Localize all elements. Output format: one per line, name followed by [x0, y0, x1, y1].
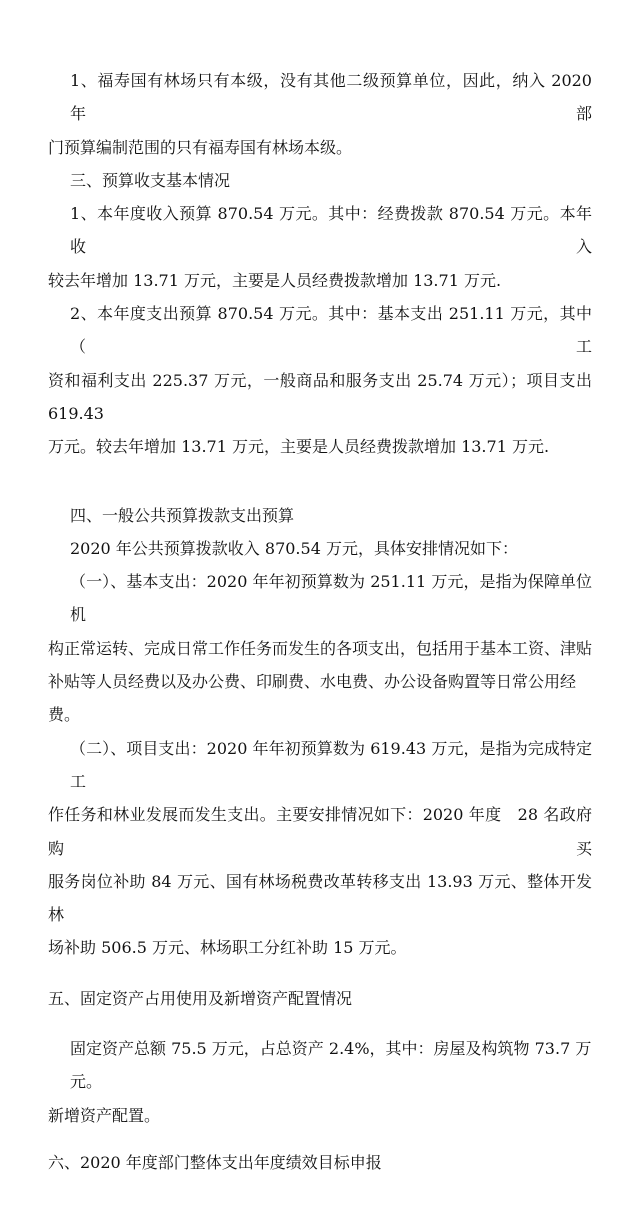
paragraph-line: 补贴等人员经费以及办公费、印刷费、水电费、办公设备购置等日常公用经费。 [48, 672, 577, 725]
paragraph-line: 服务岗位补助 84 万元、国有林场税费改革转移支出 13.93 万元、整体开发林 [48, 871, 592, 925]
paragraph-line: 场补助 506.5 万元、林场职工分红补助 15 万元。 [48, 938, 407, 958]
paragraph-line: 万元。较去年增加 13.71 万元，主要是人员经费拨款增加 13.71 万元. [48, 437, 550, 457]
paragraph-line: （二）、项目支出：2020 年年初预算数为 619.43 万元，是指为完成特定工 [70, 738, 592, 791]
paragraph-line: 1、福寿国有林场只有本级，没有其他二级预算单位，因此，纳入 2020 年部 [70, 71, 592, 124]
paragraph-line: 构正常运转、完成日常工作任务而发生的各项支出，包括用于基本工资、津贴 [48, 638, 593, 658]
section-heading: 六、2020 年度部门整体支出年度绩效目标申报 [48, 1152, 382, 1172]
paragraph-line: 1、本年度收入预算 870.54 万元。其中：经费拨款 870.54 万元。本年收入 [70, 204, 592, 257]
paragraph-line: 固定资产总额 75.5 万元，占总资产 2.4%，其中：房屋及构筑物 73.7 万元。 [70, 1039, 592, 1092]
section-heading: 五、固定资产占用使用及新增资产配置情况 [48, 988, 353, 1008]
paragraph-line: 作任务和林业发展而发生支出。主要安排情况如下：2020 年度 28 名政府购买 [48, 805, 592, 858]
paragraph-line: 2、本年度支出预算 870.54 万元。其中：基本支出 251.11 万元，其中（工 [70, 304, 592, 357]
section-heading: 四、一般公共预算拨款支出预算 [70, 505, 295, 525]
paragraph-line: 资和福利支出 225.37 万元，一般商品和服务支出 25.74 万元）；项目支出619.43 [48, 370, 592, 423]
paragraph-line: 门预算编制范围的只有福寿国有林场本级。 [48, 137, 353, 157]
section-heading: 三、预算收支基本情况 [70, 170, 231, 190]
paragraph-line: 新增资产配置。 [48, 1105, 161, 1125]
paragraph-line: （一）、基本支出：2020 年年初预算数为 251.11 万元，是指为保障单位机 [70, 572, 592, 625]
paragraph-line: 较去年增加 13.71 万元，主要是人员经费拨款增加 13.71 万元. [48, 270, 502, 290]
paragraph-line: 2020 年公共预算拨款收入 870.54 万元，具体安排情况如下： [70, 538, 518, 558]
